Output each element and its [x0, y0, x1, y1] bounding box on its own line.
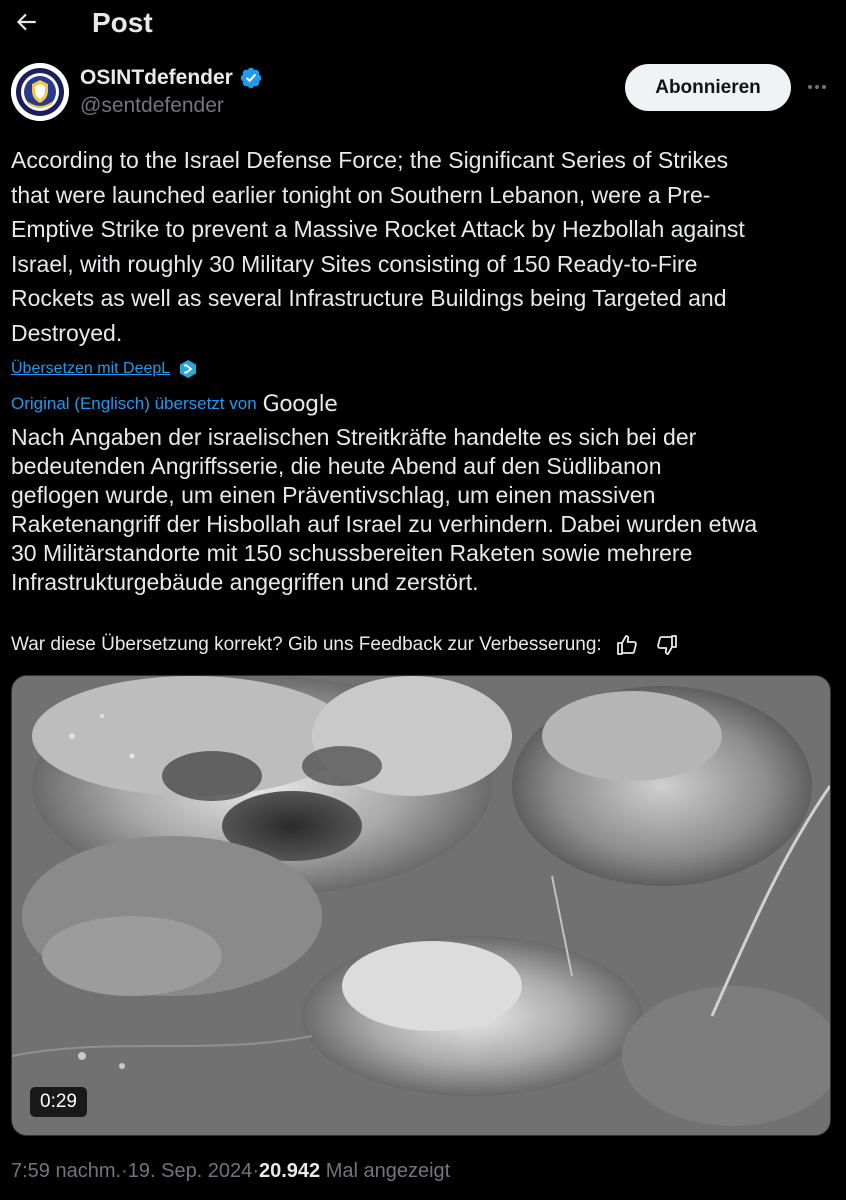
video-thumbnail	[12, 676, 830, 1135]
page-title: Post	[92, 7, 153, 38]
top-bar	[0, 0, 846, 48]
post-date[interactable]: 19. Sep. 2024	[127, 1160, 253, 1182]
more-horizontal-icon	[805, 75, 829, 99]
google-logo: Google	[262, 391, 338, 417]
back-button[interactable]	[6, 2, 46, 42]
follow-button[interactable]: Abonnieren	[625, 64, 791, 111]
avatar[interactable]	[11, 63, 69, 121]
thumbs-up-button[interactable]	[612, 631, 642, 659]
video-duration-badge: 0:29	[30, 1087, 87, 1117]
thumbs-up-icon	[615, 633, 639, 657]
translated-by-row	[11, 390, 337, 418]
post-meta	[11, 1160, 450, 1183]
more-button[interactable]	[800, 70, 834, 104]
view-count: 20.942	[258, 1160, 321, 1182]
deepl-icon	[178, 359, 198, 379]
meta-separator-2: ·	[252, 1160, 259, 1182]
thumbs-down-icon	[655, 633, 679, 657]
deepl-translate-row	[11, 356, 198, 382]
translated-by-label[interactable]: Original (Englisch) übersetzt von	[11, 394, 257, 413]
author-name-row	[80, 64, 263, 92]
feedback-prompt: War diese Übersetzung korrekt? Gib uns Feedback zur Verbesserung:	[11, 634, 602, 655]
post-text: According to the Israel Defense Force; the Significant Series of Strikes that were launched earlier tonight on Southern Lebanon, were a Pre- Emptive Strike to prevent a Massive Rocket Attack by Hezbollah against Israel, with roughly 30 Military Sites consisting of 150 Ready-to-Fire Rockets as well as several Infrastructure Buildings being Targeted and Destroyed.	[11, 147, 745, 346]
arrow-left-icon	[13, 9, 39, 35]
view-count-label: Mal angezeigt	[320, 1160, 451, 1182]
translated-text: Nach Angaben der israelischen Streitkräfte handelte es sich bei der bedeutenden Angriffsserie, die heute Abend auf den Südlibanon geflogen wurde, um einen Präventivschlag, um einen massiven Raketenangriff der Hisbollah auf Israel zu verhindern. Dabei wurden etwa 30 Militärstandorte mit 150 schussbereiten Raketen sowie mehrere Infrastrukturgebäude angegriffen und zerstört.	[11, 424, 758, 595]
deepl-translate-link[interactable]: Übersetzen mit DeepL	[11, 360, 171, 377]
osint-logo-icon	[11, 63, 69, 121]
meta-separator: ·	[121, 1160, 128, 1182]
post-time[interactable]: 7:59 nachm.	[11, 1160, 122, 1182]
thumbs-down-button[interactable]	[652, 631, 682, 659]
author-name[interactable]: OSINTdefender	[80, 66, 233, 89]
translation-feedback-row	[11, 630, 682, 660]
verified-badge-icon	[239, 66, 263, 90]
author-handle[interactable]: @sentdefender	[80, 94, 224, 117]
video-player[interactable]	[11, 675, 831, 1136]
